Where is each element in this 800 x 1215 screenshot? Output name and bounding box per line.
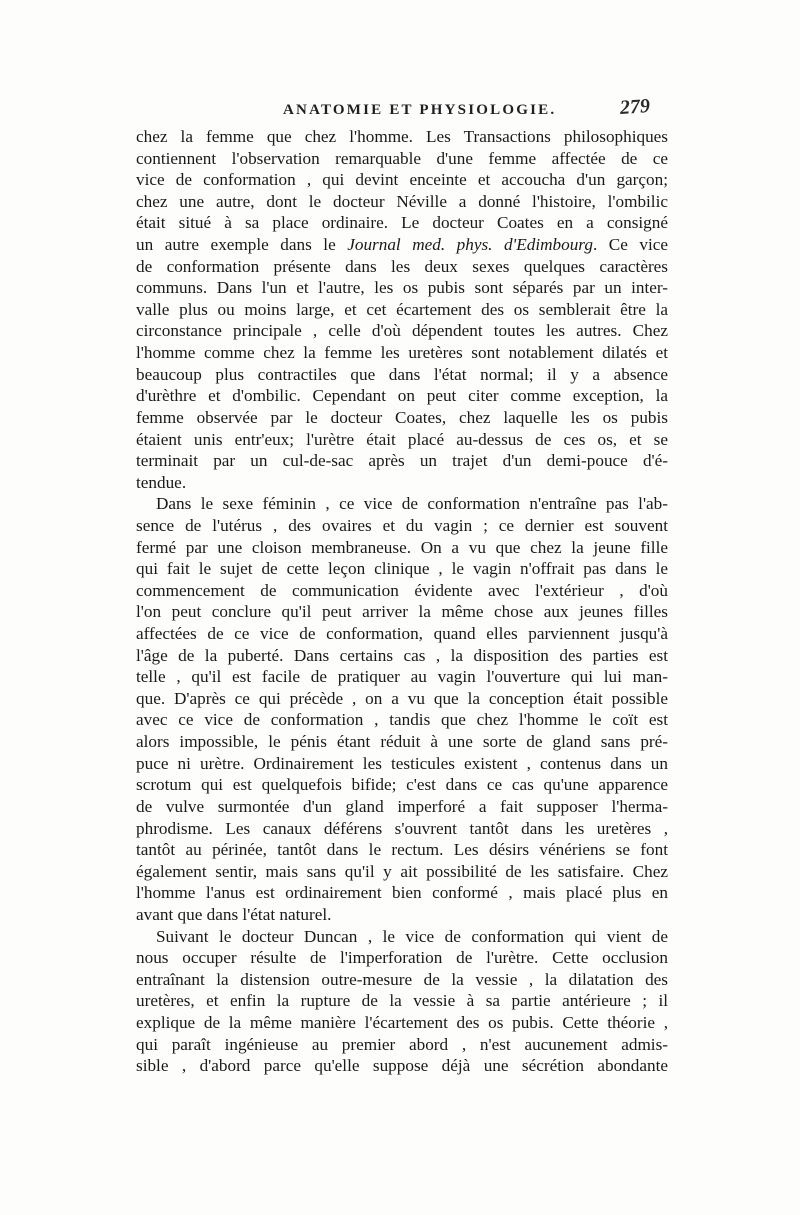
text-line: qui fait le sujet de cette leçon clinique , le vagin n'offrait pas dans le — [136, 559, 668, 579]
text-line: sible , d'abord parce qu'elle suppose déjà une sécrétion abondante — [136, 1056, 668, 1076]
text-line: de vulve surmontée d'un gland imperforé a fait supposer l'herma- — [136, 796, 668, 816]
paragraph-start: Dans le sexe féminin , ce vice de conformation n'entraîne pas l'ab- — [156, 494, 668, 514]
text-line: commencement de communication évidente avec l'extérieur , d'où — [136, 580, 668, 600]
text-line: circonstance principale , celle d'où dépendent toutes les autres. Chez — [136, 321, 668, 341]
text-line: contiennent l'observation remarquable d'une femme affectée de ce — [136, 148, 668, 168]
text-line: l'âge de la puberté. Dans certains cas , la disposition des parties est — [136, 645, 668, 665]
text-line: uretères, et enfin la rupture de la vessie à sa partie antérieure ; il — [136, 991, 668, 1011]
text-line: phrodisme. Les canaux déférens s'ouvrent tantôt dans les uretères , — [136, 818, 668, 838]
text-line: sence de l'utérus , des ovaires et du vagin ; ce dernier est souvent — [136, 515, 668, 535]
text-line: alors impossible, le pénis étant réduit à une sorte de gland sans pré- — [136, 732, 668, 752]
running-head — [0, 96, 800, 126]
text-line: d'urèthre et d'ombilic. Cependant on peut citer comme exception, la — [136, 386, 668, 406]
text-line: beaucoup plus contractiles que dans l'état normal; il y a absence — [136, 364, 668, 384]
paragraph-start: Suivant le docteur Duncan , le vice de conformation qui vient de — [156, 926, 668, 946]
text-line: explique de la même manière l'écartement des os pubis. Cette théorie , — [136, 1012, 668, 1032]
text-line: fermé par une cloison membraneuse. On a vu que chez la jeune fille — [136, 537, 668, 557]
text-line: qui paraît ingénieuse au premier abord , n'est aucunement admis- — [136, 1034, 668, 1054]
text-line: étaient unis entr'eux; l'urètre était placé au-dessus de ces os, et se — [136, 429, 668, 449]
text-line: l'on peut conclure qu'il peut arriver la même chose aux jeunes filles — [136, 602, 668, 622]
text-line: femme observée par le docteur Coates, chez laquelle les os pubis — [136, 407, 668, 427]
text-line: de conformation présente dans les deux sexes quelques caractères — [136, 256, 668, 276]
text-line: était situé à sa place ordinaire. Le docteur Coates en a consigné — [136, 213, 668, 233]
text-line: vice de conformation , qui devint enceinte et accoucha d'un garçon; — [136, 170, 668, 190]
text-line: telle , qu'il est facile de pratiquer au vagin l'ouverture qui lui man- — [136, 667, 668, 687]
text-line: affectées de ce vice de conformation, quand elles parviennent jusqu'à — [136, 624, 668, 644]
page-number: 279 — [619, 94, 651, 120]
text-line: avec ce vice de conformation , tandis que chez l'homme le coït est — [136, 710, 668, 730]
text-line-citation: un autre exemple dans le Journal med. phys. d'Edimbourg. Ce vice — [136, 235, 668, 255]
text-line: terminait par un cul-de-sac après un trajet d'un demi-pouce d'é- — [136, 451, 668, 471]
text-line: avant que dans l'état naturel. — [136, 904, 332, 924]
text-line: nous occuper résulte de l'imperforation de l'urètre. Cette occlusion — [136, 948, 668, 968]
text-line: également sentir, mais sans qu'il y ait possibilité de les satisfaire. Chez — [136, 861, 668, 881]
text-line: tantôt au périnée, tantôt dans le rectum. Les désirs vénériens se font — [136, 840, 668, 860]
text-line: valle plus ou moins large, et cet écartement des os semblerait être la — [136, 299, 668, 319]
text-line: entraînant la distension outre-mesure de la vessie , la dilatation des — [136, 969, 668, 989]
text-line: que. D'après ce qui précède , on a vu que la conception était possible — [136, 688, 668, 708]
body-text — [136, 126, 668, 1077]
text-line: communs. Dans l'un et l'autre, les os pubis sont séparés par un inter- — [136, 278, 668, 298]
text-line: chez la femme que chez l'homme. Les Transactions philosophiques — [136, 127, 668, 146]
running-title: ANATOMIE ET PHYSIOLOGIE. — [283, 102, 557, 118]
text-line: puce ni urètre. Ordinairement les testicules existent , contenus dans un — [136, 753, 668, 773]
text-line: l'homme comme chez la femme les uretères sont notablement dilatés et — [136, 343, 668, 363]
text-line: scrotum qui est quelquefois bifide; c'est dans ce cas qu'une apparence — [136, 775, 668, 795]
text-line: tendue. — [136, 472, 187, 492]
journal-citation: Journal med. phys. d'Edimbourg — [347, 235, 593, 255]
text-line: l'homme l'anus est ordinairement bien conformé , mais placé plus en — [136, 883, 668, 903]
text-line: chez une autre, dont le docteur Néville a donné l'histoire, l'ombilic — [136, 191, 668, 211]
